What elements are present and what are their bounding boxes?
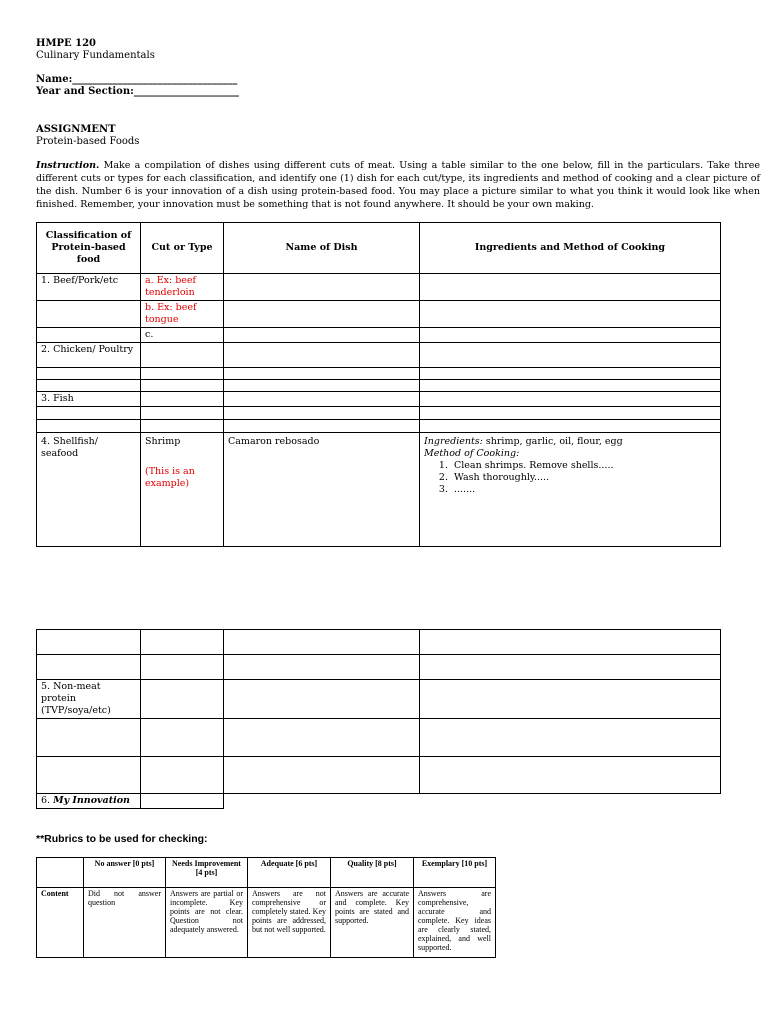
shellfish-dish[interactable]: Camaron rebosado (224, 433, 420, 547)
table-cell[interactable] (224, 407, 420, 420)
rubric-header-quality: Quality [8 pts] (331, 858, 414, 888)
year-label: Year and Section: (36, 86, 134, 97)
protein-table (36, 222, 721, 547)
table-cell[interactable] (420, 343, 721, 368)
table-row (37, 328, 721, 343)
shellfish-ingredients-cell[interactable] (420, 433, 721, 547)
rubric-header-adequate: Adequate [6 pts] (248, 858, 331, 888)
innovation-label: 6. My Innovation (37, 794, 141, 809)
table-cell[interactable] (420, 368, 721, 380)
beef-label: 1. Beef/Pork/etc (37, 274, 141, 301)
table-cell[interactable] (224, 392, 420, 407)
table-cell[interactable] (420, 380, 721, 392)
table-cell (37, 328, 141, 343)
table-cell (37, 630, 141, 655)
table-row (37, 719, 721, 757)
year-line[interactable]: _____________________ (133, 86, 239, 97)
chicken-label: 2. Chicken/ Poultry (37, 343, 141, 368)
table-row (37, 655, 721, 680)
shellfish-label: 4. Shellfish/ seafood (37, 433, 141, 547)
table-cell[interactable] (420, 680, 721, 719)
assignment-label: ASSIGNMENT (36, 124, 116, 135)
table-cell[interactable] (141, 630, 224, 655)
fish-label: 3. Fish (37, 392, 141, 407)
table-cell[interactable] (420, 655, 721, 680)
table-cell[interactable] (141, 392, 224, 407)
rubrics-table (36, 857, 496, 958)
table-cell[interactable] (420, 630, 721, 655)
table-row (37, 433, 721, 547)
table-row (37, 420, 721, 433)
table-cell (37, 407, 141, 420)
list-item: 1. Clean shrimps. Remove shells..... (438, 460, 614, 471)
table-row (37, 757, 721, 794)
table-row (37, 274, 721, 301)
table-cell[interactable] (141, 794, 224, 809)
name-field[interactable] (36, 74, 237, 86)
table-cell[interactable] (420, 274, 721, 301)
instruction-label: Instruction. (36, 160, 100, 171)
course-name: Culinary Fundamentals (36, 50, 155, 61)
rubric-cell-exemplary: Answers are comprehensive, accurate and complete. Key ideas are clearly stated, explained, and well supported. (414, 888, 496, 958)
method-label: Method of Cooking: (424, 448, 520, 459)
table-cell[interactable] (420, 420, 721, 433)
rubrics-content-row (37, 888, 496, 958)
ingredients-label: Ingredients: (424, 436, 483, 447)
table-cell[interactable] (141, 757, 224, 794)
rubric-cell-quality: Answers are accurate and complete. Key points are stated and supported. (331, 888, 414, 958)
table-cell[interactable] (420, 407, 721, 420)
assignment-topic: Protein-based Foods (36, 136, 140, 147)
table-cell (224, 794, 420, 809)
header-classification: Classification of Protein-based food (37, 223, 141, 274)
list-item: 2. Wash thoroughly..... (438, 472, 550, 483)
table-cell[interactable] (141, 407, 224, 420)
table-cell[interactable] (224, 380, 420, 392)
header-ingredients: Ingredients and Method of Cooking (420, 223, 721, 274)
table-row (37, 630, 721, 655)
table-cell (37, 757, 141, 794)
table-cell[interactable] (224, 343, 420, 368)
rubric-cell-needs-improvement: Answers are partial or incomplete. Key points are not clear. Question not adequately answered. (166, 888, 248, 958)
rubric-cell-adequate: Answers are not comprehensive or completely stated. Key points are addressed, but not well supported. (248, 888, 331, 958)
shellfish-cut-cell[interactable] (141, 433, 224, 547)
example-note: (This is an example) (145, 466, 195, 489)
rubric-header-no-answer: No answer [0 pts] (84, 858, 166, 888)
table-cell (37, 368, 141, 380)
rubric-header-needs-improvement: Needs Improvement [4 pts] (166, 858, 248, 888)
table-cell[interactable] (141, 420, 224, 433)
table-cell[interactable] (224, 368, 420, 380)
table-cell[interactable] (141, 719, 224, 757)
ingredients-text: shrimp, garlic, oil, flour, egg (482, 436, 623, 447)
table-cell (37, 301, 141, 328)
table-row (37, 368, 721, 380)
table-row (37, 407, 721, 420)
table-row (37, 392, 721, 407)
table-cell[interactable] (141, 655, 224, 680)
rubric-header-empty (37, 858, 84, 888)
table-row (37, 301, 721, 328)
table-cell[interactable] (224, 655, 420, 680)
ingredients-line (424, 436, 716, 448)
table-cell[interactable] (141, 368, 224, 380)
rubrics-header-row (37, 858, 496, 888)
table-cell (37, 420, 141, 433)
table-cell (37, 719, 141, 757)
table-cell[interactable] (224, 757, 420, 794)
table-cell[interactable] (224, 274, 420, 301)
rubric-cell-no-answer: Did not answer question (84, 888, 166, 958)
table-cell[interactable] (224, 328, 420, 343)
course-code: HMPE 120 (36, 38, 97, 49)
table-cell[interactable] (420, 719, 721, 757)
table-row (37, 794, 721, 809)
table-cell[interactable] (224, 680, 420, 719)
table-row (37, 380, 721, 392)
beef-cut-a[interactable]: a. Ex: beef tenderloin (141, 274, 224, 301)
table-row (37, 680, 721, 719)
rubric-header-exemplary: Exemplary [10 pts] (414, 858, 496, 888)
protein-table-continued (36, 629, 721, 809)
table-cell[interactable] (141, 343, 224, 368)
table-cell (37, 655, 141, 680)
year-section-field[interactable] (36, 86, 239, 98)
table-cell[interactable] (420, 328, 721, 343)
name-line[interactable]: _________________________________ (72, 74, 238, 85)
name-label: Name: (36, 74, 73, 85)
nonmeat-label: 5. Non-meat protein (TVP/soya/etc) (37, 680, 141, 719)
table-row (37, 343, 721, 368)
table-header-row (37, 223, 721, 274)
beef-cut-c[interactable]: c. (141, 328, 224, 343)
table-cell[interactable] (224, 420, 420, 433)
header-cut: Cut or Type (141, 223, 224, 274)
table-cell[interactable] (224, 719, 420, 757)
table-cell[interactable] (224, 630, 420, 655)
table-cell[interactable] (420, 392, 721, 407)
list-item: 3. ....... (438, 484, 476, 495)
beef-cut-b[interactable]: b. Ex: beef tongue (141, 301, 224, 328)
table-cell[interactable] (420, 757, 721, 794)
rubrics-title: **Rubrics to be used for checking: (36, 833, 208, 845)
table-cell[interactable] (420, 301, 721, 328)
table-cell[interactable] (224, 301, 420, 328)
table-cell[interactable] (141, 680, 224, 719)
table-cell (37, 380, 141, 392)
instruction-paragraph (36, 159, 760, 211)
table-cell (420, 794, 721, 809)
table-cell[interactable] (141, 380, 224, 392)
instruction-text: Make a compilation of dishes using different cuts of meat. Using a table similar to the one below, fill in the particulars. Take three different cuts or types for each classification, and identify one (1) dish for each cut/type, its ingredients and method of cooking and a clear picture of the dish. Number 6 is your innovation of a dish using protein-based food. You may place a picture similar to what you think it would look like when finished. Remember, your innovation must be something that is not found anywhere. It should be your own making. (36, 160, 760, 210)
rubric-row-label: Content (37, 888, 84, 958)
shellfish-cut: Shrimp (145, 436, 181, 447)
header-dish: Name of Dish (224, 223, 420, 274)
